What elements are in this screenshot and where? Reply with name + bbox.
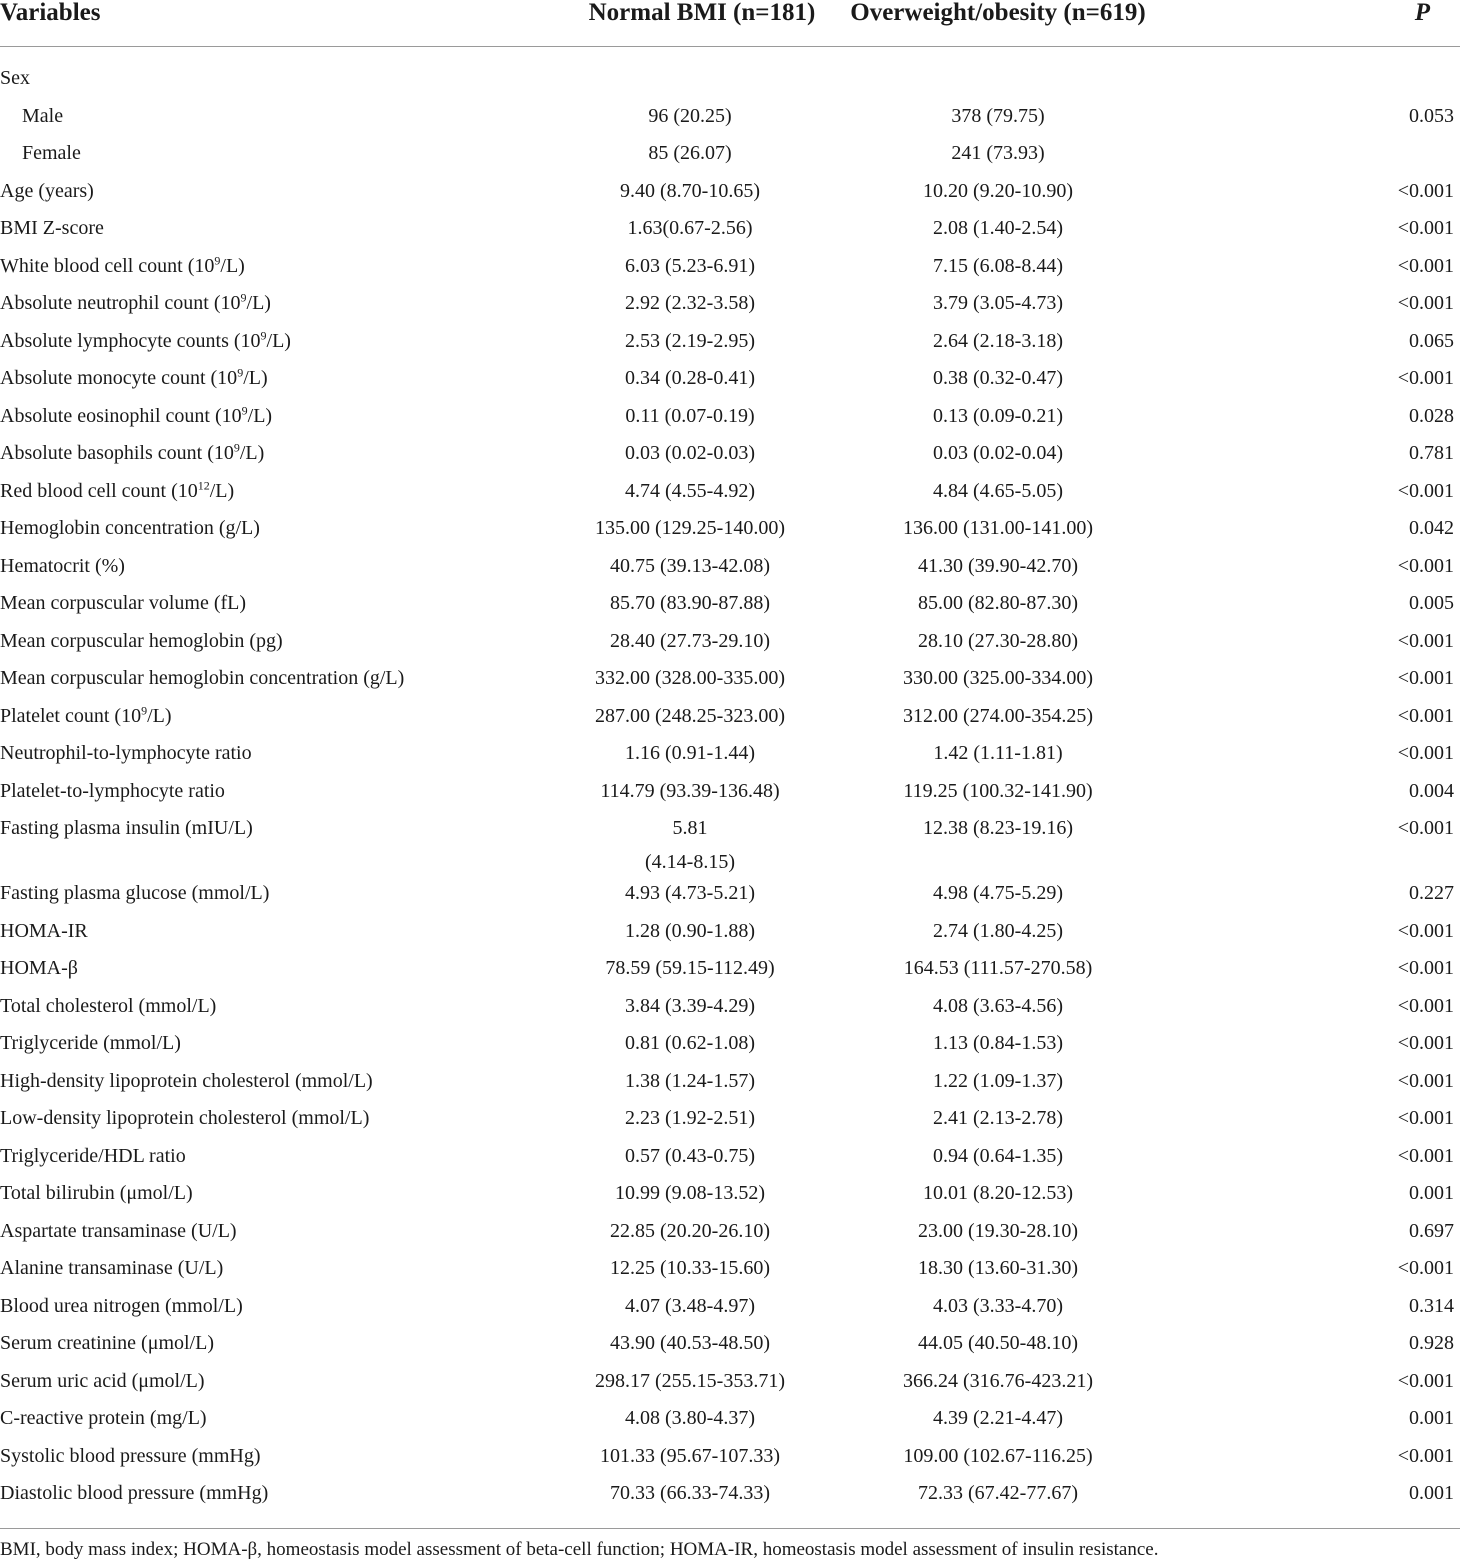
unit-exponent: 9 [233, 440, 240, 455]
table-row [0, 135, 1460, 173]
table-row [0, 510, 1460, 548]
unit-exponent: 9 [260, 327, 267, 342]
variable-text: Absolute basophils count (10 [0, 442, 234, 464]
table-row [0, 1213, 1460, 1251]
table-row [0, 360, 1460, 398]
variable-cell: Total bilirubin (μmol/L) [0, 1182, 193, 1204]
normal-bmi-cell: 1.38 (1.24-1.57) [625, 1069, 755, 1092]
normal-bmi-cell: 70.33 (66.33-74.33) [610, 1482, 770, 1504]
variable-cell: Mean corpuscular hemoglobin concentration (g/L) [0, 667, 405, 689]
normal-bmi-cell: 43.90 (40.53-48.50) [610, 1332, 770, 1354]
p-value-cell: 0.005 [1409, 592, 1454, 614]
overweight-cell: 0.03 (0.02-0.04) [933, 442, 1063, 464]
overweight-cell: 2.64 (2.18-3.18) [933, 329, 1063, 352]
overweight-cell: 109.00 (102.67-116.25) [903, 1444, 1093, 1467]
table-row [0, 323, 1460, 361]
overweight-cell: 0.13 (0.09-0.21) [933, 404, 1063, 427]
variable-cell: Female [22, 142, 81, 164]
table-row [0, 1475, 1460, 1513]
unit-exponent: 9 [237, 365, 244, 380]
p-value-cell: <0.001 [1397, 667, 1454, 689]
variable-cell [0, 398, 480, 436]
overweight-cell: 330.00 (325.00-334.00) [903, 667, 1093, 689]
normal-bmi-cell: 4.08 (3.80-4.37) [625, 1407, 755, 1429]
normal-bmi-cell: 298.17 (255.15-353.71) [595, 1369, 785, 1392]
overweight-cell: 4.03 (3.33-4.70) [933, 1294, 1063, 1317]
overweight-cell: 2.74 (1.80-4.25) [933, 919, 1063, 942]
variable-cell: BMI Z-score [0, 217, 104, 239]
variable-text: Absolute lymphocyte counts (10 [0, 329, 261, 352]
normal-bmi-cell: 9.40 (8.70-10.65) [620, 179, 760, 202]
normal-bmi-cell: 28.40 (27.73-29.10) [610, 629, 770, 652]
variable-text: Absolute monocyte count (10 [0, 367, 238, 389]
table-row [0, 98, 1460, 136]
variable-cell: Low-density lipoprotein cholesterol (mmol/L) [0, 1107, 370, 1129]
overweight-cell: 1.13 (0.84-1.53) [933, 1032, 1063, 1054]
table-row [0, 623, 1460, 661]
table-row [0, 210, 1460, 248]
normal-bmi-cell: 4.07 (3.48-4.97) [625, 1294, 755, 1317]
normal-bmi-cell: 78.59 (59.15-112.49) [605, 957, 775, 979]
variable-text: Platelet count (10 [0, 704, 142, 727]
overweight-cell: 4.98 (4.75-5.29) [933, 882, 1063, 904]
overweight-cell: 119.25 (100.32-141.90) [903, 779, 1093, 802]
table-row [0, 735, 1460, 773]
normal-bmi-cell: 40.75 (39.13-42.08) [610, 554, 770, 577]
p-value-cell: <0.001 [1397, 254, 1454, 277]
p-value-cell: <0.001 [1397, 629, 1454, 652]
p-value-cell: <0.001 [1397, 479, 1454, 502]
p-value-cell: <0.001 [1397, 919, 1454, 942]
p-value-cell: 0.065 [1409, 329, 1454, 352]
unit-exponent: 9 [214, 252, 221, 267]
p-value-cell: <0.001 [1397, 1144, 1454, 1167]
variable-text: Absolute eosinophil count (10 [0, 404, 242, 427]
normal-bmi-cell: 3.84 (3.39-4.29) [625, 994, 755, 1017]
p-value-cell: 0.004 [1409, 779, 1454, 802]
variable-cell [0, 248, 480, 286]
variable-cell: Alanine transaminase (U/L) [0, 1257, 224, 1279]
table-row [0, 1175, 1460, 1213]
variable-cell: Blood urea nitrogen (mmol/L) [0, 1294, 243, 1317]
table-footnote: BMI, body mass index; HOMA-β, homeostasis model assessment of beta-cell function; HOMA-IR, homeostasis model assessment of insulin resistance. [0, 1538, 1159, 1560]
overweight-cell: 1.42 (1.11-1.81) [933, 742, 1063, 764]
overweight-cell: 4.39 (2.21-4.47) [933, 1407, 1063, 1429]
table-row [0, 548, 1460, 586]
overweight-cell: 2.08 (1.40-2.54) [933, 217, 1063, 239]
variable-unit-tail: /L) [243, 367, 268, 389]
variable-unit-tail: /L) [246, 292, 271, 314]
overweight-cell: 0.94 (0.64-1.35) [933, 1144, 1063, 1167]
variable-cell: Male [22, 104, 64, 127]
normal-bmi-cell: 1.28 (0.90-1.88) [625, 919, 755, 942]
normal-bmi-cell: 1.16 (0.91-1.44) [625, 742, 755, 764]
variable-cell [0, 323, 480, 361]
table-row [0, 398, 1460, 436]
normal-bmi-cell: 114.79 (93.39-136.48) [600, 779, 780, 802]
normal-bmi-cell: 22.85 (20.20-26.10) [610, 1219, 770, 1242]
table-row [0, 660, 1460, 698]
normal-bmi-cell: 0.34 (0.28-0.41) [625, 367, 755, 389]
table-row [0, 60, 1460, 98]
variable-cell: Serum creatinine (μmol/L) [0, 1332, 214, 1354]
normal-bmi-cell: 0.11 (0.07-0.19) [625, 404, 755, 427]
overweight-cell: 28.10 (27.30-28.80) [918, 629, 1078, 652]
variable-cell: Hemoglobin concentration (g/L) [0, 517, 260, 539]
overweight-cell: 4.84 (4.65-5.05) [933, 479, 1063, 502]
table-row [0, 1400, 1460, 1438]
overweight-cell: 85.00 (82.80-87.30) [918, 592, 1078, 614]
variable-cell: Systolic blood pressure (mmHg) [0, 1444, 261, 1467]
overweight-cell: 241 (73.93) [951, 142, 1045, 164]
overweight-cell [788, 60, 1208, 98]
p-value-cell: <0.001 [1397, 1369, 1454, 1392]
normal-bmi-cell: 0.57 (0.43-0.75) [625, 1144, 755, 1167]
normal-bmi-median: 5.81 [672, 817, 708, 839]
overweight-cell: 1.22 (1.09-1.37) [933, 1069, 1063, 1092]
p-value-cell: 0.053 [1409, 104, 1454, 127]
unit-exponent: 9 [241, 402, 248, 417]
normal-bmi-cell: 135.00 (129.25-140.00) [595, 517, 785, 539]
variable-cell: Fasting plasma glucose (mmol/L) [0, 882, 270, 904]
variable-cell: HOMA-β [0, 957, 78, 979]
variable-unit-tail: /L) [220, 254, 245, 277]
variable-text: Red blood cell count (10 [0, 479, 198, 502]
table-row [0, 1250, 1460, 1288]
normal-bmi-cell: 1.63(0.67-2.56) [627, 217, 753, 239]
table-row [0, 950, 1460, 988]
table-row [0, 585, 1460, 623]
variable-cell: HOMA-IR [0, 919, 88, 942]
p-value-cell: 0.001 [1409, 1182, 1454, 1204]
overweight-cell: 3.79 (3.05-4.73) [933, 292, 1063, 314]
table-row [0, 913, 1460, 951]
variable-cell: Triglyceride/HDL ratio [0, 1144, 186, 1167]
variable-cell: Total cholesterol (mmol/L) [0, 994, 217, 1017]
variable-cell: Hematocrit (%) [0, 554, 125, 577]
normal-bmi-cell: 12.25 (10.33-15.60) [610, 1257, 770, 1279]
normal-bmi-iqr: (4.14-8.15) [645, 850, 735, 873]
normal-bmi-cell: 0.81 (0.62-1.08) [625, 1032, 755, 1054]
variable-unit-tail: /L) [239, 442, 265, 464]
overweight-cell: 12.38 (8.23-19.16) [923, 817, 1073, 839]
unit-exponent: 9 [240, 290, 247, 305]
p-value-cell: 0.697 [1409, 1219, 1454, 1242]
overweight-cell: 10.01 (8.20-12.53) [923, 1182, 1073, 1204]
overweight-cell: 23.00 (19.30-28.10) [918, 1219, 1078, 1242]
table-row [0, 1438, 1460, 1476]
overweight-cell: 41.30 (39.90-42.70) [918, 554, 1078, 577]
overweight-cell: 4.08 (3.63-4.56) [933, 994, 1063, 1017]
variable-text: White blood cell count (10 [0, 254, 215, 277]
normal-bmi-cell: 10.99 (9.08-13.52) [615, 1182, 765, 1204]
variable-cell: Age (years) [0, 179, 94, 202]
table-row [0, 875, 1460, 913]
p-value-cell: <0.001 [1397, 817, 1454, 839]
table-row [0, 248, 1460, 286]
header-normal-bmi: Normal BMI (n=181) [588, 0, 816, 26]
p-value-cell: 0.227 [1409, 882, 1454, 904]
variable-cell: Neutrophil-to-lymphocyte ratio [0, 742, 252, 764]
p-value-cell: <0.001 [1397, 1069, 1454, 1092]
p-value-cell: 0.928 [1409, 1332, 1454, 1354]
p-value-cell: <0.001 [1397, 742, 1454, 764]
variable-cell: Platelet-to-lymphocyte ratio [0, 779, 225, 802]
variable-cell: C-reactive protein (mg/L) [0, 1407, 207, 1429]
normal-bmi-cell: 2.53 (2.19-2.95) [625, 329, 755, 352]
table-row [0, 1288, 1460, 1326]
variable-unit-tail: /L) [266, 329, 291, 352]
normal-bmi-cell: 4.93 (4.73-5.21) [625, 882, 755, 904]
variable-cell [0, 698, 480, 736]
p-value-cell: <0.001 [1397, 957, 1454, 979]
normal-bmi-cell: 6.03 (5.23-6.91) [625, 254, 755, 277]
p-value-cell: <0.001 [1397, 1032, 1454, 1054]
normal-bmi-cell: 101.33 (95.67-107.33) [600, 1444, 780, 1467]
p-value-cell: <0.001 [1397, 704, 1454, 727]
p-value-cell: 0.314 [1409, 1294, 1454, 1317]
overweight-cell: 2.41 (2.13-2.78) [933, 1107, 1063, 1129]
p-value-cell: 0.001 [1409, 1482, 1454, 1504]
unit-exponent: 9 [141, 702, 148, 717]
table-row [0, 773, 1460, 811]
p-value-cell: <0.001 [1397, 179, 1454, 202]
table-row [0, 1138, 1460, 1176]
variable-cell: Mean corpuscular volume (fL) [0, 592, 247, 614]
normal-bmi-cell: 85.70 (83.90-87.88) [610, 592, 770, 614]
table-body [0, 47, 1460, 1513]
normal-bmi-cell: 332.00 (328.00-335.00) [595, 667, 785, 689]
table-row [0, 698, 1460, 736]
overweight-cell: 7.15 (6.08-8.44) [933, 254, 1063, 277]
variable-cell: Aspartate transaminase (U/L) [0, 1219, 237, 1242]
variable-cell: Serum uric acid (μmol/L) [0, 1369, 205, 1392]
variable-cell: Mean corpuscular hemoglobin (pg) [0, 629, 283, 652]
normal-bmi-cell: 2.92 (2.32-3.58) [625, 292, 755, 314]
variable-unit-tail: /L) [247, 404, 273, 427]
variable-unit-tail: /L) [147, 704, 172, 727]
p-value-cell: 0.001 [1409, 1407, 1454, 1429]
normal-bmi-cell: 2.23 (1.92-2.51) [625, 1107, 755, 1129]
overweight-cell: 378 (79.75) [951, 104, 1045, 127]
normal-bmi-cell: 85 (26.07) [648, 142, 732, 164]
p-value-cell: 0.028 [1409, 404, 1454, 427]
header-overweight: Overweight/obesity (n=619) [850, 0, 1146, 26]
table-row [0, 1063, 1460, 1101]
header-p-value: P [1414, 0, 1430, 26]
table-row [0, 435, 1460, 473]
variable-cell: Fasting plasma insulin (mIU/L) [0, 817, 253, 839]
p-value-cell: <0.001 [1397, 367, 1454, 389]
overweight-cell: 164.53 (111.57-270.58) [903, 957, 1093, 979]
variable-cell: Sex [0, 67, 30, 89]
variable-cell [0, 360, 480, 398]
table-row [0, 1363, 1460, 1401]
normal-bmi-cell: 287.00 (248.25-323.00) [595, 704, 785, 727]
p-value-cell [1320, 135, 1460, 173]
variable-cell [0, 473, 480, 511]
variable-unit-tail: /L) [209, 479, 235, 502]
table-row [0, 473, 1460, 511]
p-value-cell: <0.001 [1397, 1107, 1454, 1129]
p-value-cell: <0.001 [1397, 994, 1454, 1017]
header-variables: Variables [0, 0, 101, 26]
overweight-cell: 0.38 (0.32-0.47) [933, 367, 1063, 389]
p-value-cell: 0.042 [1409, 517, 1454, 539]
p-value-cell: <0.001 [1397, 217, 1454, 239]
variable-text: Absolute neutrophil count (10 [0, 292, 241, 314]
variable-cell [0, 435, 480, 473]
variable-cell: Diastolic blood pressure (mmHg) [0, 1482, 269, 1504]
table-header [0, 0, 1460, 47]
overweight-cell: 44.05 (40.50-48.10) [918, 1332, 1078, 1354]
p-value-cell: <0.001 [1397, 1257, 1454, 1279]
table-row [0, 285, 1460, 323]
overweight-cell: 72.33 (67.42-77.67) [918, 1482, 1078, 1504]
table-row [0, 810, 1460, 875]
p-value-cell: <0.001 [1397, 554, 1454, 577]
variable-cell: High-density lipoprotein cholesterol (mmol/L) [0, 1069, 373, 1092]
p-value-cell: <0.001 [1397, 1444, 1454, 1467]
table-row [0, 988, 1460, 1026]
p-value-cell: 0.781 [1409, 442, 1454, 464]
overweight-cell: 312.00 (274.00-354.25) [903, 704, 1093, 727]
variable-cell [0, 285, 480, 323]
overweight-cell: 18.30 (13.60-31.30) [918, 1257, 1078, 1279]
normal-bmi-cell: 4.74 (4.55-4.92) [625, 479, 755, 502]
overweight-cell: 10.20 (9.20-10.90) [923, 179, 1073, 202]
p-value-cell [1320, 60, 1460, 98]
table-row [0, 1025, 1460, 1063]
table-row [0, 1325, 1460, 1363]
unit-exponent: 12 [197, 477, 210, 492]
variable-cell: Triglyceride (mmol/L) [0, 1032, 181, 1054]
p-value-cell: <0.001 [1397, 292, 1454, 314]
table-row [0, 173, 1460, 211]
normal-bmi-cell: 0.03 (0.02-0.03) [625, 442, 755, 464]
overweight-cell: 366.24 (316.76-423.21) [903, 1369, 1093, 1392]
overweight-cell: 136.00 (131.00-141.00) [903, 517, 1093, 539]
normal-bmi-cell: 96 (20.25) [648, 104, 732, 127]
table-row [0, 1100, 1460, 1138]
